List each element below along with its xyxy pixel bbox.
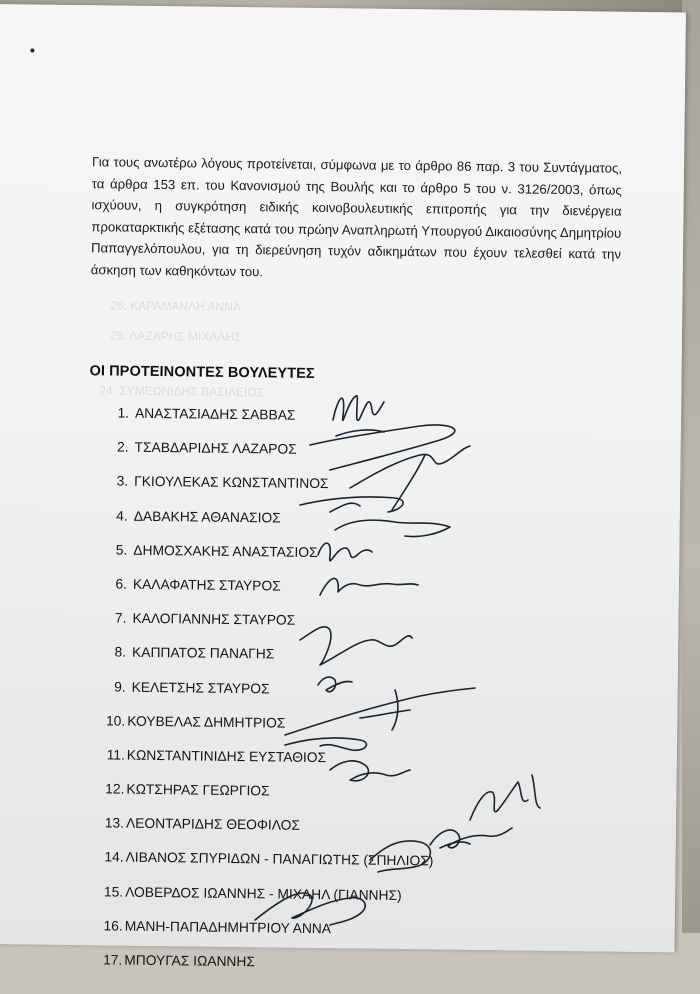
signatory-number: 13. bbox=[104, 815, 125, 831]
signatory-row bbox=[103, 747, 435, 785]
signatory-number: 16. bbox=[103, 918, 123, 934]
signatory-name: ΚΑΛΟΓΙΑΝΝΗΣ ΣΤΑΥΡΟΣ bbox=[132, 610, 296, 628]
signatory-name: ΜΑΝΗ-ΠΑΠΑΔΗΜΗΤΡΙΟΥ ΑΝΝΑ bbox=[124, 918, 332, 936]
signatory-name: ΚΑΛΑΦΑΤΗΣ ΣΤΑΥΡΟΣ bbox=[132, 576, 281, 594]
signatory-number: 3. bbox=[116, 473, 129, 490]
signatory-name: ΛΟΒΕΡΔΟΣ ΙΩΑΝΝΗΣ - ΜΙΧΑΗΛ (ΓΙΑΝΝΗΣ) bbox=[125, 884, 402, 903]
signatory-number: 14. bbox=[104, 849, 124, 866]
signatory-number: 2. bbox=[116, 439, 129, 455]
signatory-name: ΔΗΜΟΣΧΑΚΗΣ ΑΝΑΣΤΑΣΙΟΣ bbox=[133, 542, 318, 560]
signatory-row bbox=[103, 713, 435, 751]
signatory-row bbox=[105, 508, 437, 546]
signatory-number: 11. bbox=[106, 747, 125, 763]
signatory-number: 9. bbox=[114, 679, 126, 695]
signatory-row bbox=[101, 850, 433, 888]
signatories-list bbox=[100, 405, 439, 990]
signatory-row bbox=[104, 611, 436, 649]
signatory-name: ΤΣΑΒΔΑΡΙΔΗΣ ΛΑΖΑΡΟΣ bbox=[134, 439, 297, 457]
signatory-row bbox=[106, 440, 438, 478]
signatory-number: 1. bbox=[117, 405, 130, 421]
signatory-row bbox=[104, 645, 436, 683]
proposal-paragraph: Για τους ανωτέρω λόγους προτείνεται, σύμφωνα με το άρθρο 86 παρ. 3 του Συντάγματος, τα άρθρα 153 επ. του Κανονισμού της Βουλής και το άρθρο 5 του ν. 3126/2003, όπως ισχύουν, η συγκρότηση ειδικής κοινοβουλευτικής επιτροπής για την διενέργεια προκαταρκτικής εξέτασης κατά του πρώην Αναπληρωτή Υπουργού Δικαιοσύνης Δημητρίου Παπαγγελόπουλου, για τη διερεύνηση τυχόν αδικημάτων που έχουν τελεσθεί κατά την άσκηση των καθηκόντων του. bbox=[90, 154, 623, 279]
signatory-name: ΔΑΒΑΚΗΣ ΑΘΑΝΑΣΙΟΣ bbox=[133, 508, 281, 526]
signatory-name: ΛΕΟΝΤΑΡΙΔΗΣ ΘΕΟΦΙΛΟΣ bbox=[125, 815, 301, 834]
signatory-number: 6. bbox=[115, 576, 128, 592]
signatory-name: ΑΝΑΣΤΑΣΙΑΔΗΣ ΣΑΒΒΑΣ bbox=[134, 405, 296, 423]
signatory-number: 5. bbox=[115, 542, 128, 558]
signatory-name: ΓΚΙΟΥΛΕΚΑΣ ΚΩΝΣΤΑΝΤΙΝΟΣ bbox=[134, 474, 329, 492]
signatory-row bbox=[100, 952, 432, 990]
ink-dot bbox=[30, 48, 34, 52]
signatory-number: 8. bbox=[114, 644, 127, 660]
signatory-row bbox=[101, 884, 433, 922]
signatory-row bbox=[103, 679, 435, 717]
signatory-row bbox=[100, 918, 432, 956]
bleed-through-text: 26. ΚΑΡΑΜΑΝΛΗ ΑΝΝΑ bbox=[110, 298, 241, 315]
bleed-through-text: 24. ΣΥΜΕΩΝΙΔΗΣ ΒΑΣΙΛΕΙΟΣ bbox=[99, 383, 265, 400]
signatory-name: ΛΙΒΑΝΟΣ ΣΠΥΡΙΔΩΝ - ΠΑΝΑΓΙΩΤΗΣ (ΣΠΗΛΙΟΣ) bbox=[125, 850, 434, 869]
signatory-row bbox=[105, 576, 437, 614]
signatory-number: 7. bbox=[114, 610, 127, 626]
signatory-name: ΚΟΥΒΕΛΑΣ ΔΗΜΗΤΡΙΟΣ bbox=[127, 713, 286, 731]
signatory-number: 15. bbox=[103, 884, 124, 900]
signatory-name: ΜΠΟΥΓΑΣ ΙΩΑΝΝΗΣ bbox=[124, 952, 256, 970]
signatory-name: ΚΕΛΕΤΣΗΣ ΣΤΑΥΡΟΣ bbox=[131, 679, 270, 696]
signatories-heading: ΟΙ ΠΡΟΤΕΙΝΟΝΤΕΣ ΒΟΥΛΕΥΤΕΣ bbox=[89, 363, 315, 382]
signatory-row bbox=[102, 816, 434, 854]
signatory-row bbox=[107, 405, 439, 443]
signatory-name: ΚΩΤΣΗΡΑΣ ΓΕΩΡΓΙΟΣ bbox=[126, 781, 270, 799]
signatory-row bbox=[105, 542, 437, 580]
signatory-number: 12. bbox=[105, 781, 125, 797]
signatory-name: ΚΑΠΠΑΤΟΣ ΠΑΝΑΓΗΣ bbox=[131, 645, 275, 662]
signatory-row bbox=[102, 781, 434, 819]
signatory-name: ΚΩΝΣΤΑΝΤΙΝΙΔΗΣ ΕΥΣΤΑΘΙΟΣ bbox=[126, 747, 327, 765]
desk-edge bbox=[682, 0, 700, 933]
signatory-number: 4. bbox=[116, 508, 128, 524]
bleed-through-text: 25. ΛΑΖΑΡΗΣ ΜΙΧΑΛΗΣ bbox=[109, 328, 242, 345]
signatory-number: 17. bbox=[103, 952, 123, 968]
document-page bbox=[0, 4, 686, 970]
signatory-number: 10. bbox=[105, 713, 126, 729]
signatory-row bbox=[106, 474, 438, 512]
